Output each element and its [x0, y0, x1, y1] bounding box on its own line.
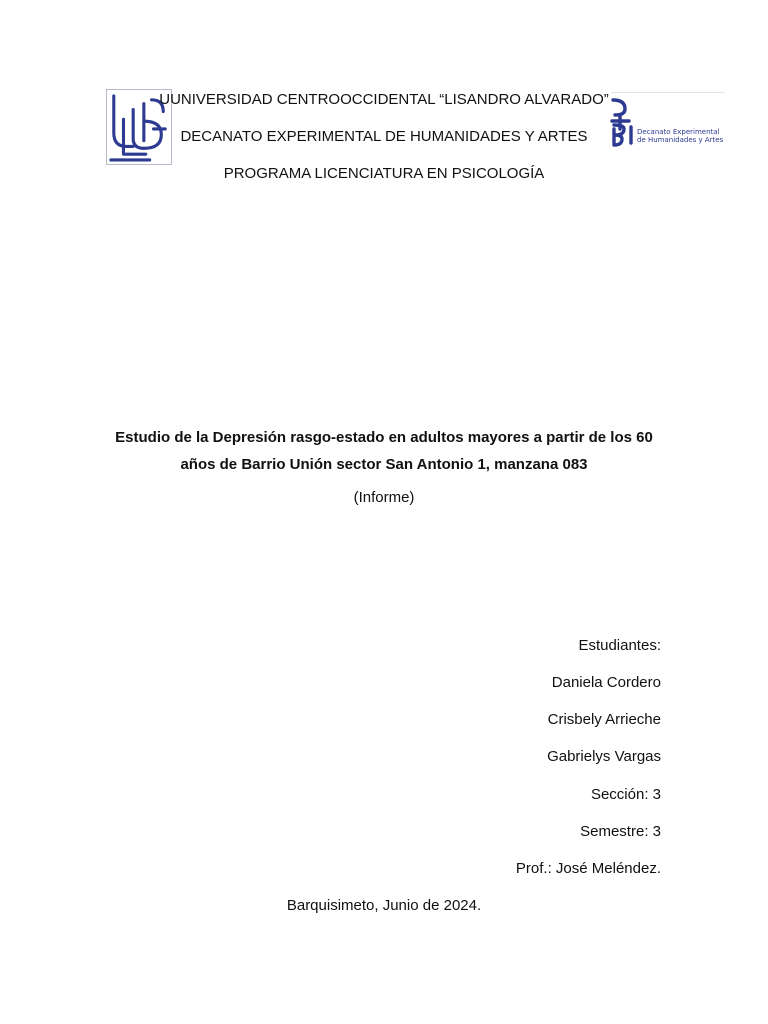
document-type: (Informe) — [353, 489, 415, 506]
dha-caption-line-1: Decanato Experimental — [637, 128, 720, 136]
university-name: UUNIVERSIDAD CENTROOCCIDENTAL “LISANDRO ALVARADO” — [159, 91, 609, 108]
semester-info: Semestre: 3 — [580, 823, 661, 840]
student-name: Gabrielys Vargas — [547, 748, 661, 765]
dha-caption-line-2: de Humanidades y Artes — [637, 135, 724, 144]
student-name: Daniela Cordero — [551, 674, 661, 691]
students-label: Estudiantes: — [578, 637, 661, 654]
student-name: Crisbely Arrieche — [547, 711, 661, 728]
section-info: Sección: 3 — [590, 786, 661, 803]
program-name: PROGRAMA LICENCIATURA EN PSICOLOGÍA — [223, 165, 545, 182]
place-date: Barquisimeto, Junio de 2024. — [286, 897, 482, 914]
deanery-name: DECANATO EXPERIMENTAL DE HUMANIDADES Y ARTES — [180, 128, 588, 145]
document-title: Estudio de la Depresión rasgo-estado en adultos mayores a partir de los 60 años de Barrio Unión sector San Antonio 1, manzana 083 — [115, 429, 653, 473]
professor-name: Prof.: José Meléndez. — [515, 860, 661, 877]
